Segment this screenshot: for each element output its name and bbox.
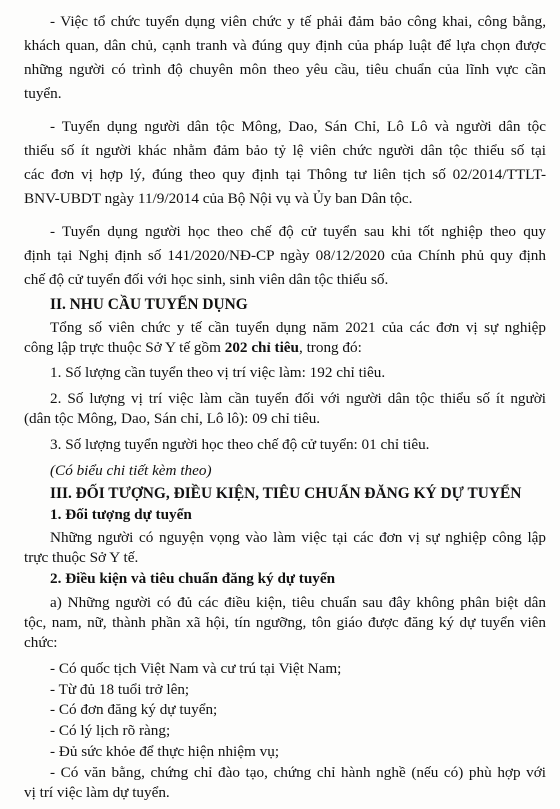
para3-line1: - Tuyển dụng người học theo chế độ cử tuyển sau khi tốt nghiệp theo quy [50, 223, 546, 240]
para1-line1: - Việc tổ chức tuyển dụng viên chức y tế phải đảm bảo công khai, công bằng, [50, 13, 546, 30]
section3-heading: III. ĐỐI TƯỢNG, ĐIỀU KIỆN, TIÊU CHUẨN ĐĂNG KÝ DỰ TUYỂN [50, 484, 522, 502]
section3-sub2a-line3: chức: [24, 633, 58, 651]
section3-sub1-heading: 1. Đối tượng dự tuyển [50, 506, 192, 524]
section3-sub2-heading: 2. Điều kiện và tiêu chuẩn đăng ký dự tuyển [50, 570, 336, 588]
bullet-application: - Có đơn đăng ký dự tuyển; [50, 701, 218, 719]
bullet-health: - Đủ sức khỏe để thực hiện nhiệm vụ; [50, 743, 280, 761]
section2-note: (Có biểu chi tiết kèm theo) [50, 462, 212, 479]
para1-line2: khách quan, dân chủ, cạnh tranh và đúng quy định của pháp luật để lựa chọn được [24, 37, 546, 54]
intro-text-before: công lập trực thuộc Sở Y tế gồm [24, 338, 225, 356]
bullet-background: - Có lý lịch rõ ràng; [50, 722, 171, 740]
section2-intro-line1: Tổng số viên chức y tế cần tuyển dụng năm 2021 của các đơn vị sự nghiệp [50, 318, 546, 336]
intro-total-quota: 202 chỉ tiêu [224, 338, 299, 356]
section3-sub1-line1: Những người có nguyện vọng vào làm việc tại các đơn vị sự nghiệp công lập [50, 528, 546, 546]
section3-sub2a-line2: tộc, nam, nữ, thành phần xã hội, tín ngưỡng, tôn giáo được đăng ký dự tuyển viên [24, 613, 546, 631]
intro-text-after: , trong đó: [298, 338, 362, 356]
para1-line3: những người có trình độ chuyên môn theo yêu cầu, tiêu chuẩn của lĩnh vực cần [24, 61, 546, 78]
bullet-qualifications-line1: - Có văn bằng, chứng chỉ đào tạo, chứng chỉ hành nghề (nếu có) phù hợp với [50, 764, 546, 781]
para2-line1: - Tuyển dụng người dân tộc Mông, Dao, Sán Chỉ, Lô Lô và người dân tộc [50, 118, 546, 135]
section3-sub2a-line1: a) Những người có đủ các điều kiện, tiêu chuẩn sau đây không phân biệt dân [50, 593, 546, 611]
para2-line4: BNV-UBDT ngày 11/9/2014 của Bộ Nội vụ và Ủy ban Dân tộc. [24, 190, 413, 207]
bullet-age: - Từ đủ 18 tuổi trở lên; [50, 680, 190, 698]
bullet-qualifications-line2: vị trí việc làm dự tuyển. [24, 784, 170, 801]
section2-item2-line1: 2. Số lượng vị trí việc làm cần tuyển đối với người dân tộc thiểu số ít người [50, 390, 546, 408]
section2-heading: II. NHU CẦU TUYỂN DỤNG [50, 296, 248, 313]
para2-line3: các đơn vị hợp lý, đúng theo quy định tại Thông tư liên tịch số 02/2014/TTLT- [24, 166, 546, 183]
section2-item2-line2: (dân tộc Mông, Dao, Sán chỉ, Lô lô): 09 chỉ tiêu. [24, 410, 321, 428]
section2-item3: 3. Số lượng tuyển người học theo chế độ cử tuyển: 01 chỉ tiêu. [50, 436, 430, 454]
section2-intro-line2 [24, 338, 362, 358]
para3-line2: định tại Nghị định số 141/2020/NĐ-CP ngày 08/12/2020 của Chính phủ quy định [24, 247, 546, 264]
para1-line4: tuyển. [24, 85, 62, 102]
bullet-nationality: - Có quốc tịch Việt Nam và cư trú tại Việt Nam; [50, 659, 342, 677]
para3-line3: chế độ cử tuyển đối với học sinh, sinh viên dân tộc thiểu số. [24, 271, 389, 288]
section3-sub1-line2: trực thuộc Sở Y tế. [24, 548, 139, 566]
para2-line2: thiểu số ít người khác nhằm đảm bảo tỷ lệ viên chức người dân tộc thiểu số tại [24, 142, 546, 159]
section2-item1: 1. Số lượng cần tuyển theo vị trí việc làm: 192 chỉ tiêu. [50, 364, 386, 382]
